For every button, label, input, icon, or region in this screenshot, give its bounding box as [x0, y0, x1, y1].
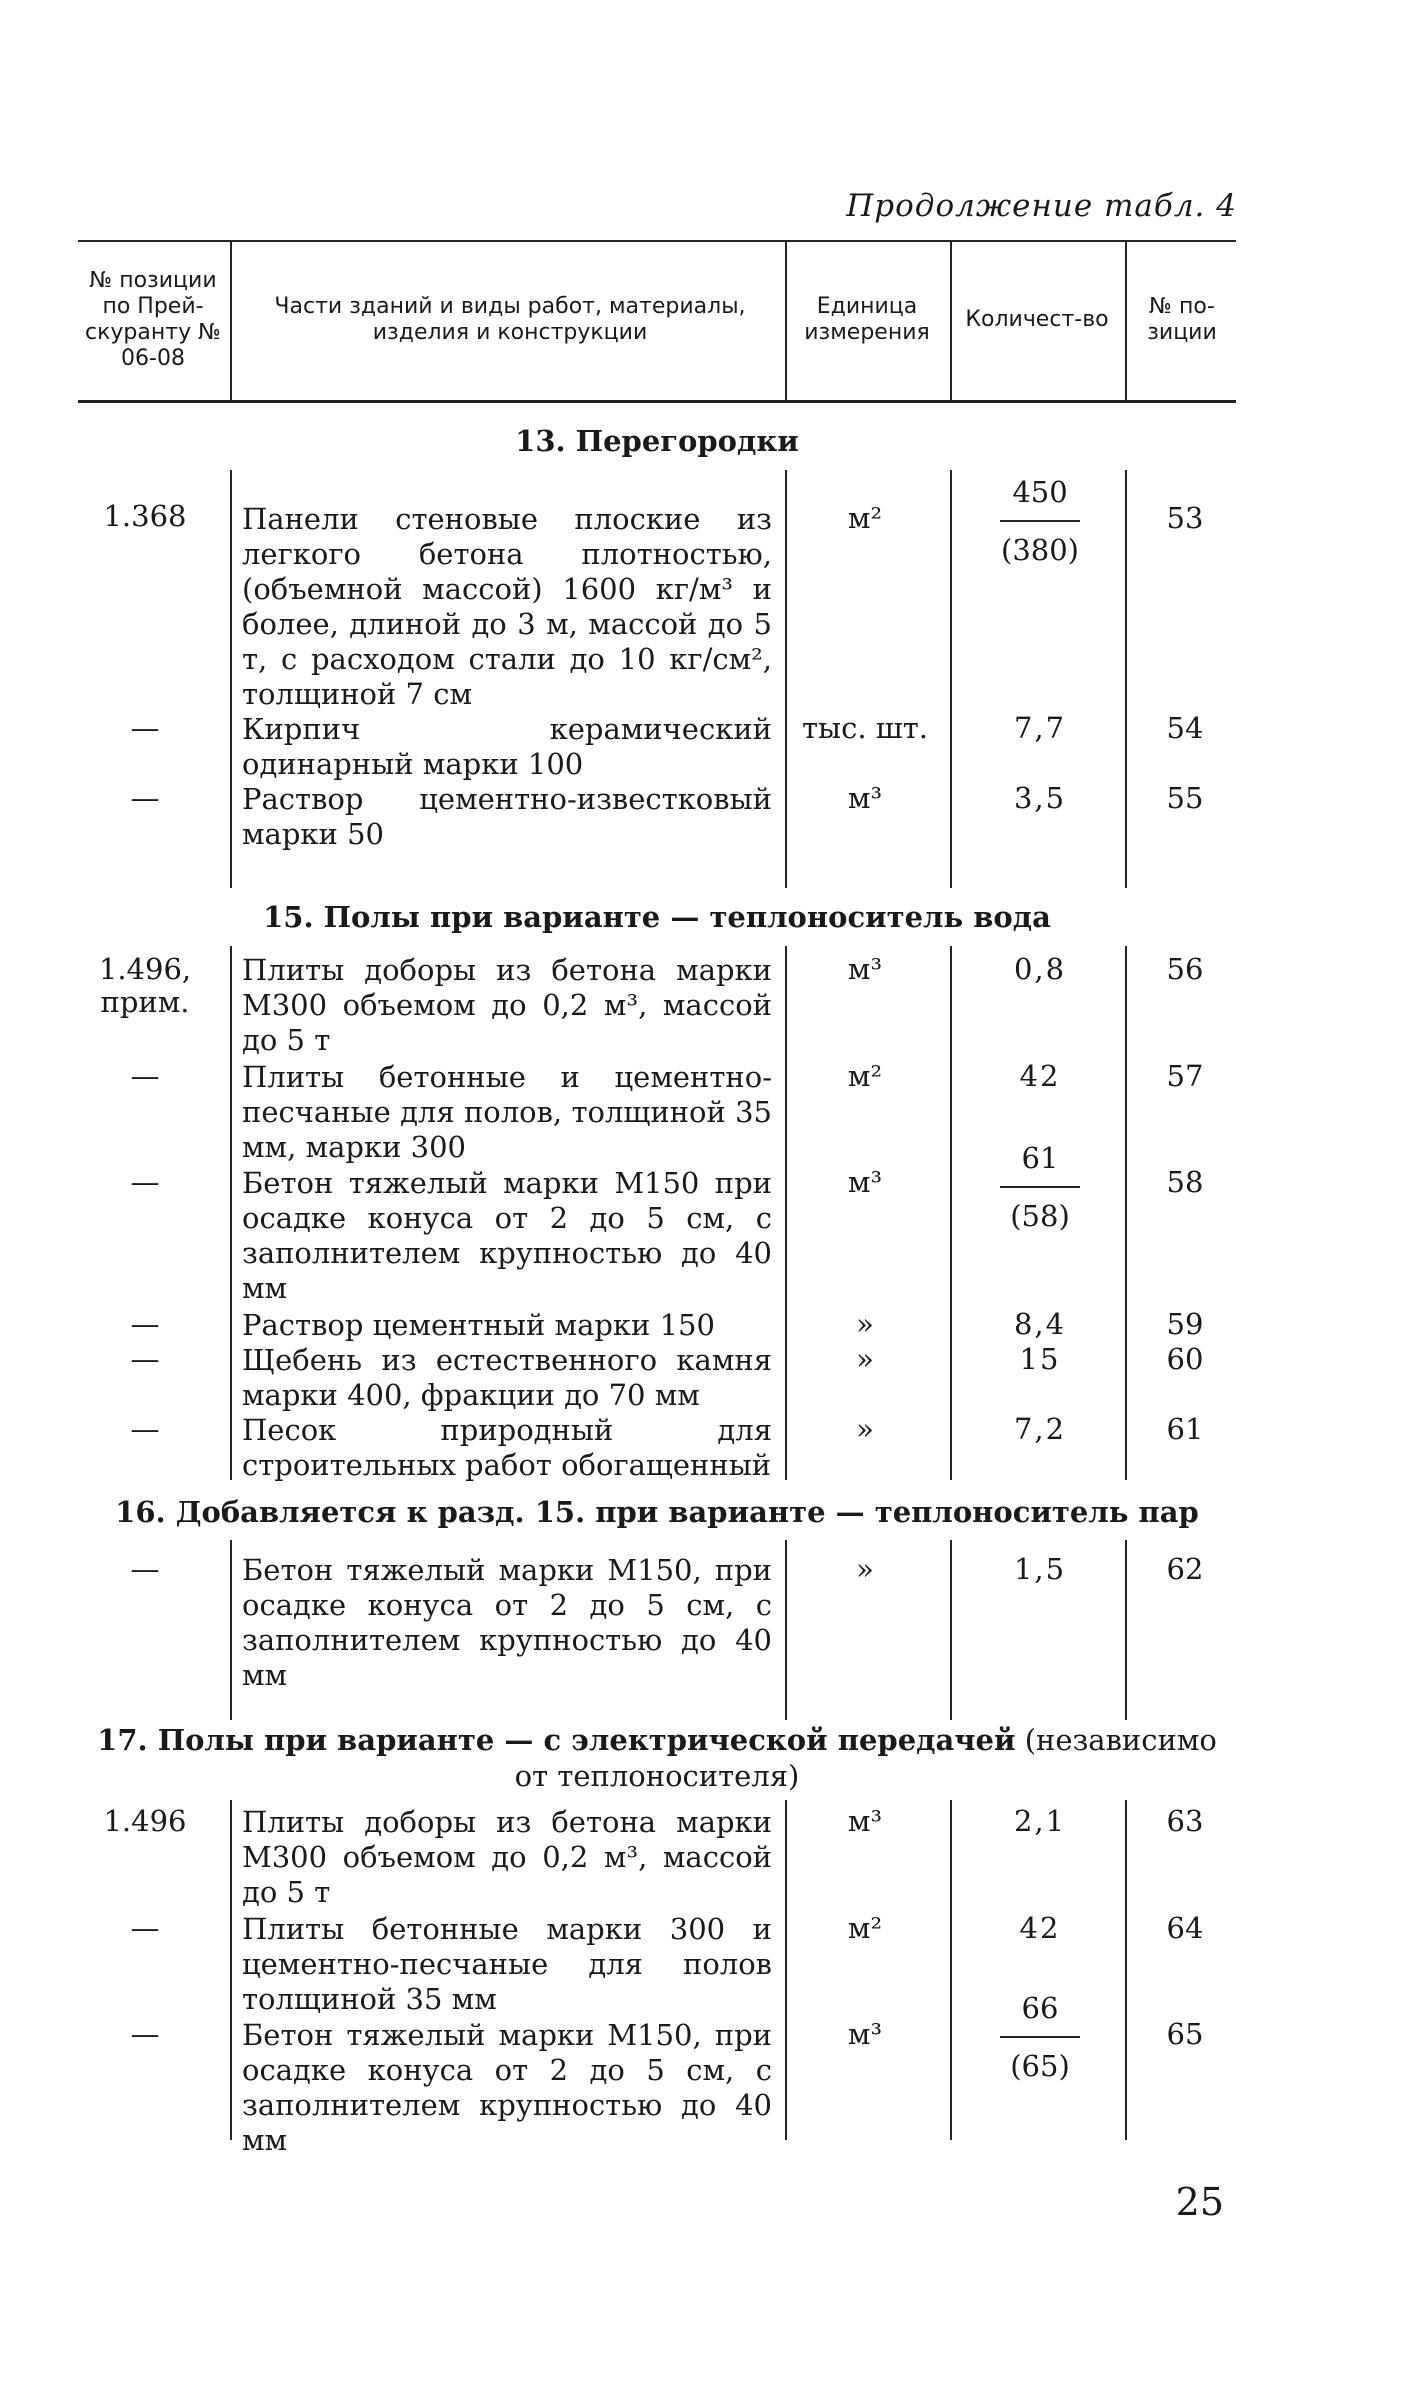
row-description: Плиты бетонные и цементно-песчаные для полов, толщиной 35 мм, марки 300 — [242, 1060, 772, 1164]
continuation-caption: Продолжение табл. 4 — [846, 188, 1237, 224]
row-code: — — [130, 711, 160, 745]
row-position: 54 — [1166, 711, 1204, 745]
row-code: 1.496, прим. — [98, 952, 192, 1019]
section-title-bold: 17. Полы при варианте — с электрической передачей — [97, 1723, 1016, 1757]
column-divider — [1125, 1800, 1127, 2140]
row-description: Плиты доборы из бетона марки М300 объемом до 0,2 м³, массой до 5 т — [242, 953, 772, 1057]
column-divider — [1125, 470, 1127, 888]
row-code: — — [130, 1911, 160, 1945]
quantity-denominator: (65) — [1010, 2049, 1070, 2083]
section-title: 16. Добавляется к разд. 15. при варианте — теплоноситель пар — [115, 1495, 1199, 1529]
row-position: 60 — [1166, 1342, 1204, 1376]
row-unit: м² — [847, 501, 883, 535]
section-title-rest: (независимо от теплоносителя) — [514, 1723, 1217, 1793]
quantity-denominator: (380) — [1001, 533, 1079, 567]
column-divider — [230, 1800, 232, 2140]
quantity-numerator: 61 — [1021, 1141, 1059, 1175]
quantity-numerator: 66 — [1021, 1991, 1059, 2025]
row-position: 55 — [1166, 781, 1204, 815]
row-quantity: 15 — [1019, 1342, 1061, 1376]
row-code: — — [130, 1165, 160, 1199]
quantity-denominator: (58) — [1010, 1199, 1070, 1233]
row-position: 61 — [1166, 1412, 1204, 1446]
header-quantity: Количест-во — [965, 307, 1109, 332]
row-unit: м² — [847, 1059, 883, 1093]
row-quantity: 42 — [1019, 1911, 1061, 1945]
row-code: — — [130, 2017, 160, 2051]
row-quantity-fraction — [955, 474, 1125, 568]
header-unit: Единица измерения — [804, 294, 930, 345]
row-code: — — [130, 781, 160, 815]
row-code: — — [130, 1307, 160, 1341]
row-description: Плиты бетонные марки 300 и цементно-песчаные для полов толщиной 35 мм — [242, 1912, 772, 2016]
row-code: — — [130, 1552, 160, 1586]
row-description: Бетон тяжелый марки М150, при осадке конуса от 2 до 5 см, с заполнителем крупностью до 40 мм — [242, 1553, 772, 1692]
row-unit: » — [856, 1307, 874, 1341]
column-divider — [950, 946, 952, 1480]
row-quantity: 1,5 — [1013, 1552, 1067, 1586]
row-position: 63 — [1166, 1804, 1204, 1838]
column-divider — [1125, 946, 1127, 1480]
row-unit: тыс. шт. — [801, 711, 929, 745]
column-divider — [950, 1540, 952, 1720]
header-description: Части зданий и виды работ, материалы, изделия и конструкции — [274, 294, 746, 345]
row-position: 59 — [1166, 1307, 1204, 1341]
row-position: 58 — [1166, 1165, 1204, 1199]
row-unit: м³ — [847, 2017, 883, 2051]
row-description: Песок природный для строительных работ обогащенный — [242, 1413, 772, 1482]
fraction-bar — [1000, 520, 1080, 522]
row-unit: м³ — [847, 952, 883, 986]
row-position: 53 — [1166, 501, 1204, 535]
section-title: 15. Полы при варианте — теплоноситель вода — [263, 900, 1051, 934]
row-quantity: 3,5 — [1013, 781, 1067, 815]
row-code: — — [130, 1059, 160, 1093]
row-code: — — [130, 1342, 160, 1376]
row-description: Раствор цементный марки 150 — [242, 1308, 715, 1342]
section-title — [78, 1722, 1236, 1794]
row-unit: » — [856, 1552, 874, 1586]
column-divider — [230, 470, 232, 888]
section-title: 13. Перегородки — [515, 424, 799, 458]
row-description: Щебень из естественного камня марки 400, фракции до 70 мм — [242, 1343, 772, 1412]
row-quantity: 7,2 — [1013, 1412, 1067, 1446]
column-divider — [230, 1540, 232, 1720]
row-position: 57 — [1166, 1059, 1204, 1093]
row-quantity: 8,4 — [1013, 1307, 1067, 1341]
header-position-code: № позиции по Прей-скуранту № 06-08 — [85, 268, 221, 371]
row-description: Бетон тяжелый марки М150, при осадке конуса от 2 до 5 см, с заполнителем крупностью до 40 мм — [242, 2018, 772, 2157]
row-quantity: 7,7 — [1013, 711, 1067, 745]
header-divider — [230, 240, 232, 400]
page-number: 25 — [1175, 2180, 1224, 2224]
row-unit: м² — [847, 1911, 883, 1945]
row-unit: м³ — [847, 1804, 883, 1838]
row-description: Раствор цементно-известковый марки 50 — [242, 782, 772, 851]
row-quantity-fraction — [955, 1140, 1125, 1234]
row-code: — — [130, 1412, 160, 1446]
quantity-numerator: 450 — [1012, 475, 1068, 509]
row-position: 62 — [1166, 1552, 1204, 1586]
header-position-number: № по-зиции — [1147, 294, 1217, 345]
column-divider — [785, 1800, 787, 2140]
row-unit: м³ — [847, 1165, 883, 1199]
row-position: 65 — [1166, 2017, 1204, 2051]
column-divider — [785, 946, 787, 1480]
column-divider — [950, 470, 952, 888]
column-divider — [230, 946, 232, 1480]
fraction-bar — [1000, 2036, 1080, 2038]
column-divider — [950, 1800, 952, 2140]
row-unit: » — [856, 1342, 874, 1376]
row-quantity-fraction — [955, 1990, 1125, 2084]
row-quantity: 2,1 — [1013, 1804, 1067, 1838]
column-divider — [1125, 1540, 1127, 1720]
row-description: Кирпич керамический одинарный марки 100 — [242, 712, 772, 781]
row-code: 1.496 — [103, 1804, 187, 1838]
row-quantity: 42 — [1019, 1059, 1061, 1093]
row-position: 64 — [1166, 1911, 1204, 1945]
header-top-rule — [78, 240, 1236, 242]
header-bottom-rule — [78, 400, 1236, 403]
row-description: Панели стеновые плоские из легкого бетона плотностью, (объемной массой) 1600 кг/м³ и более, длиной до 3 м, массой до 5 т, с расходом стали до 10 кг/см², толщиной 7 см — [242, 502, 772, 711]
row-code: 1.368 — [103, 499, 187, 533]
row-unit: м³ — [847, 781, 883, 815]
row-unit: » — [856, 1412, 874, 1446]
fraction-bar — [1000, 1186, 1080, 1188]
row-description: Бетон тяжелый марки М150 при осадке конуса от 2 до 5 см, с заполнителем крупностью до 40 мм — [242, 1166, 772, 1305]
row-quantity: 0,8 — [1013, 952, 1067, 986]
row-position: 56 — [1166, 952, 1204, 986]
row-description: Плиты доборы из бетона марки М300 объемом до 0,2 м³, массой до 5 т — [242, 1805, 772, 1909]
